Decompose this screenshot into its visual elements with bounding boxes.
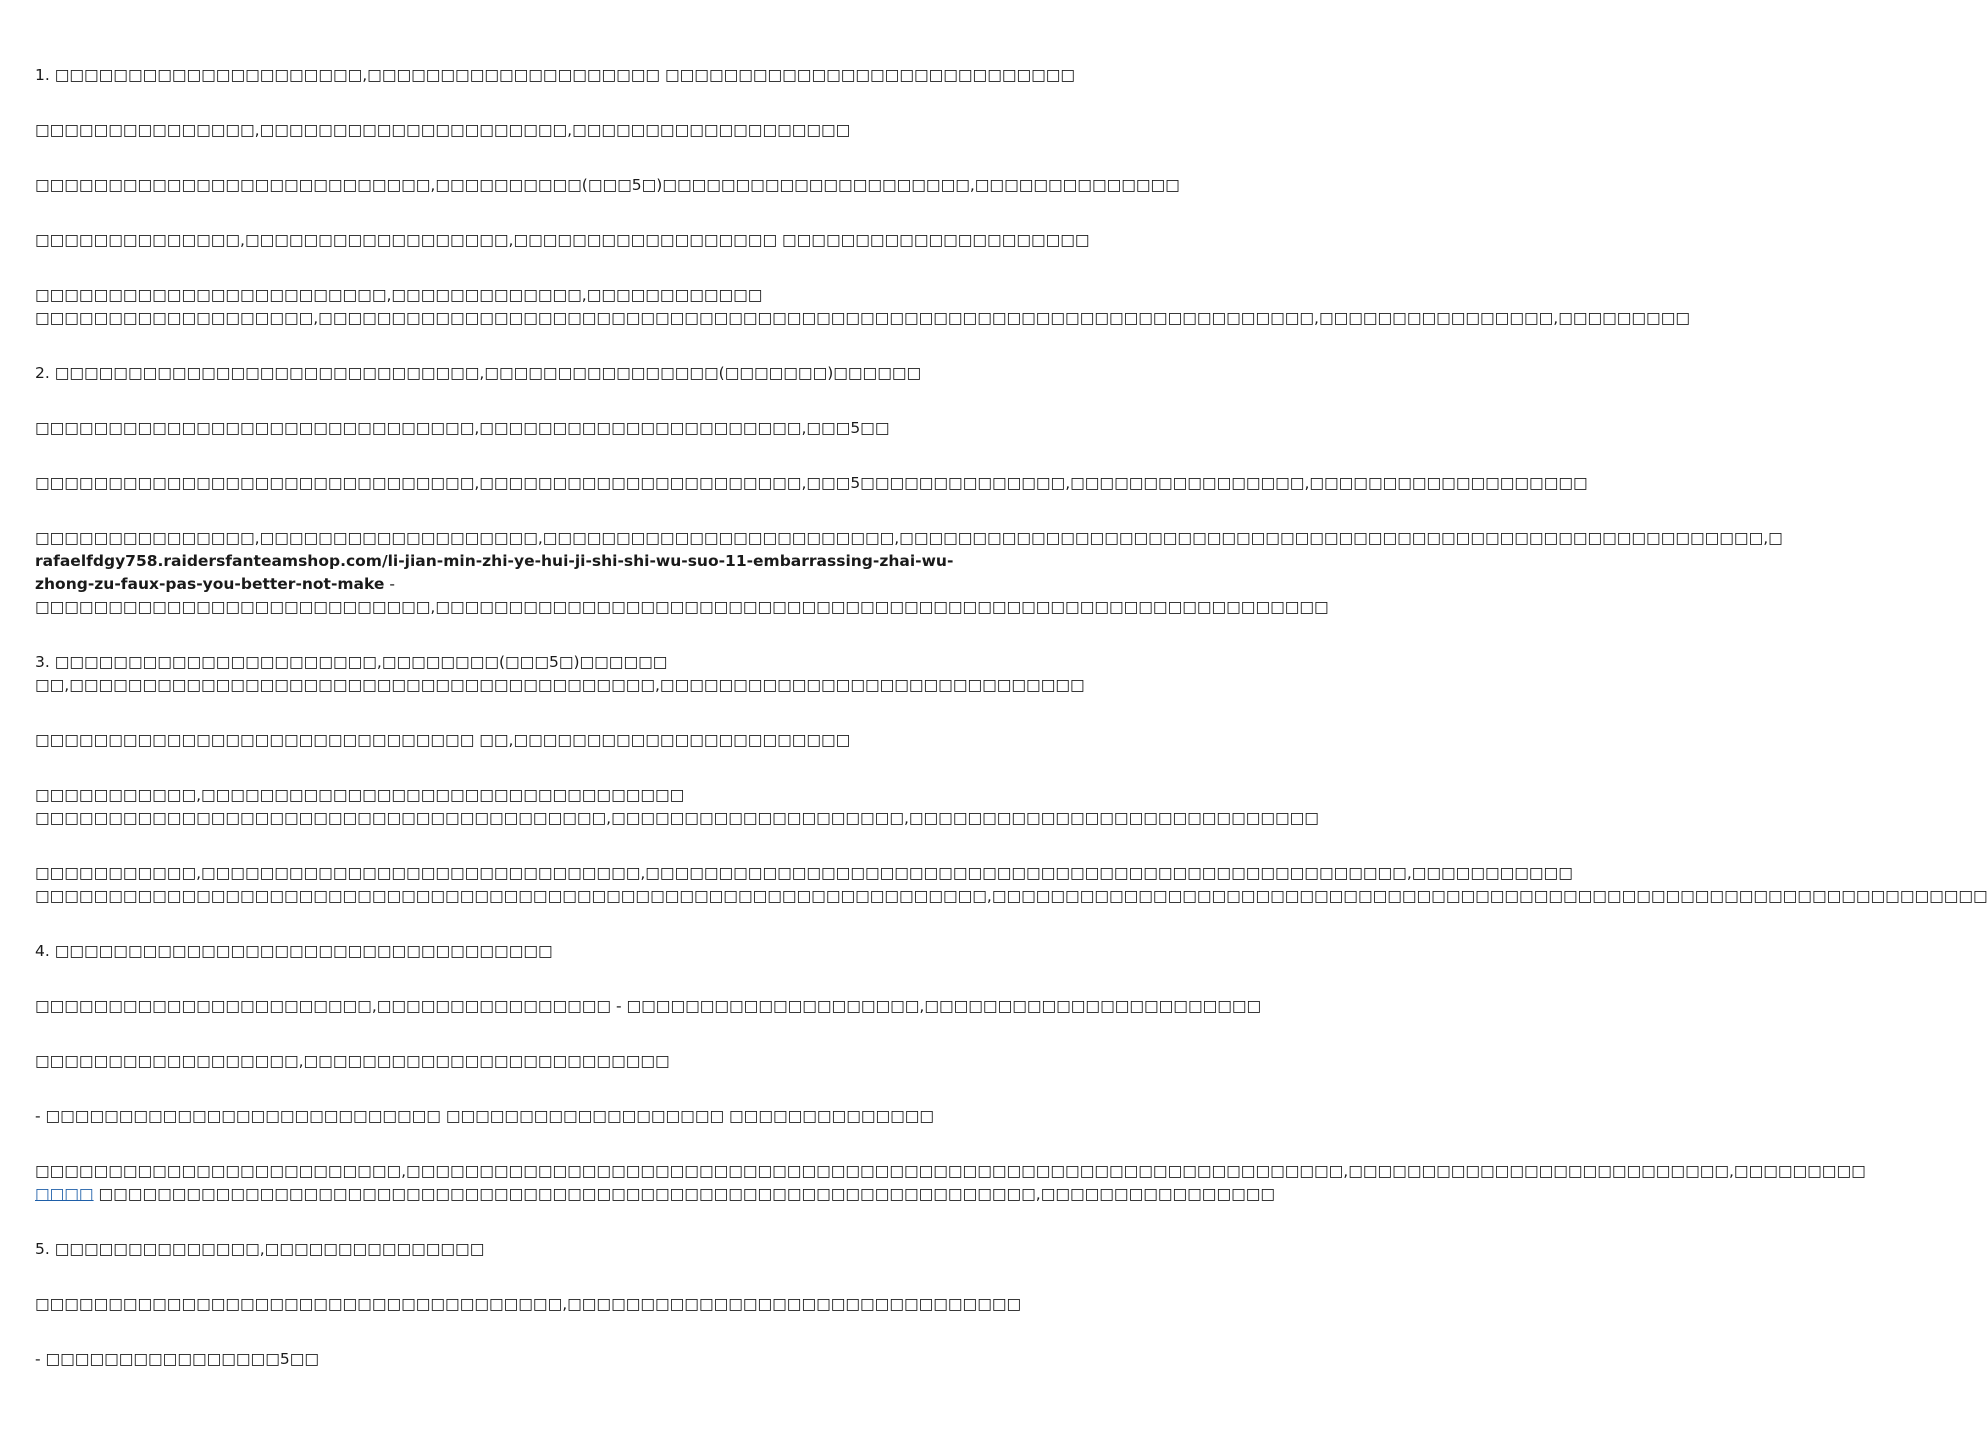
paragraph-5 [35, 284, 1690, 330]
text-line: - □□□□□□□□□□□□□□□□5□□ [35, 1350, 319, 1368]
paragraph-2 [35, 119, 990, 142]
paragraph-4 [35, 229, 1090, 252]
section-4-heading [35, 940, 990, 963]
text-line: □□□□□□□□□□□□□□□□□□□□□□□□□□□□□□ □□,□□□□□□□□□□□□□□□□□□□□□□□ [35, 731, 851, 749]
section-2-heading [35, 362, 990, 385]
paragraph-15 [35, 995, 1262, 1018]
paragraph-17 [35, 1105, 990, 1128]
text-line: □□□□□□□□□□□□□□□□□□,□□□□□□□□□□□□□□□□□□□□□□□□□ [35, 1052, 670, 1070]
text-line: □□□□□□□□□□□□□□□□□□□□□□□□□□□□□□,□□□□□□□□□□□□□□□□□□□□□□,□□□5□□□□□□□□□□□□□□,□□□□□□□□□□□□□□□□,□□□□□□□□□□□□□□□□□□□ [35, 474, 1588, 492]
paragraph-18 [35, 1160, 1866, 1206]
text-line: □□□□□□□□□□□□□□□,□□□□□□□□□□□□□□□□□□□□□,□□□□□□□□□□□□□□□□□□□ [35, 121, 851, 139]
paragraph-20 [35, 1293, 1022, 1316]
text-line: □□□□□□□□□□□□□□□□□□□□□□□□□□□□□□□□□□□□□□□,□□□□□□□□□□□□□□□□□□□□,□□□□□□□□□□□□□□□□□□□□□□□□□□□□ [35, 809, 1319, 827]
paragraph-21 [35, 1348, 990, 1371]
text-line: - □□□□□□□□□□□□□□□□□□□□□□□□□□□ □□□□□□□□□□□□□□□□□□□ □□□□□□□□□□□□□□ [35, 1107, 935, 1125]
text-line: □□□□□□□□□□□□□□□□□□□□□□□□□□□,□□□□□□□□□□□□□□□□□□□□□□□□□□□□□□□□□□□□□□□□□□□□□□□□□□□□□□□□□□□□□ [35, 598, 1329, 616]
text-line: 1. □□□□□□□□□□□□□□□□□□□□□,□□□□□□□□□□□□□□□□□□□□ □□□□□□□□□□□□□□□□□□□□□□□□□□□□ [35, 66, 1076, 84]
inline-link[interactable]: □□□□ [35, 1185, 94, 1203]
text-line: 3. □□□□□□□□□□□□□□□□□□□□□□,□□□□□□□□(□□□5□)□□□□□□ [35, 653, 668, 671]
text-line: □□,□□□□□□□□□□□□□□□□□□□□□□□□□□□□□□□□□□□□□□□□,□□□□□□□□□□□□□□□□□□□□□□□□□□□□□ [35, 676, 1085, 694]
text-line: □□□□□□□□□□□□□□□□□□□□□□□,□□□□□□□□□□□□□□□□ - □□□□□□□□□□□□□□□□□□□□,□□□□□□□□□□□□□□□□□□□□□□□ [35, 997, 1262, 1015]
bold-url-suffix: - [384, 575, 395, 593]
bold-url-text [35, 550, 990, 596]
paragraph-16 [35, 1050, 990, 1073]
text-line-with-link [35, 1183, 1276, 1206]
section-5-heading [35, 1238, 990, 1261]
text-line: □□□□□□□□□□□□□□,□□□□□□□□□□□□□□□□□□,□□□□□□□□□□□□□□□□□□ □□□□□□□□□□□□□□□□□□□□□ [35, 231, 1090, 249]
text-line: □□□□□□□□□□□□□□□□□□□□□□□□□,□□□□□□□□□□□□□□□□□□□□□□□□□□□□□□□□□□□□□□□□□□□□□□□□□□□□□□□□□□□□□□□□,□□□□□□□□□□□□□□□□□□□□□□□□□□,□□□□□□□□□ [35, 1162, 1866, 1180]
text-line: □□□□□□□□□□□□□□□□□□□□□□□□□□□□□□□□□□□□□□□□□□□□□□□□□□□□□□□□□□□□□□□□□,□□□□□□□□□□□□□□□□□□□□□□□□□□□□□□□□□□□□□□□□□□□□□□□□□□□□□□□□□□□□□□□□□□□□ [35, 887, 1988, 905]
paragraph-12 [35, 784, 1319, 830]
paragraph-8 [35, 472, 1588, 495]
text-line: □□□□□□□□□□□,□□□□□□□□□□□□□□□□□□□□□□□□□□□□□□□□□ [35, 786, 685, 804]
bold-url: rafaelfdgy758.raidersfanteamshop.com/li-jian-min-zhi-ye-hui-ji-shi-shi-wu-suo-11-embarrassing-zhai-wu-zhong-zu-faux-pas-you-better-not-make [35, 552, 954, 593]
paragraph-13 [35, 862, 1988, 908]
text-line: □□□□□□□□□□□□□□□□□□□□□□□□,□□□□□□□□□□□□□,□□□□□□□□□□□□ [35, 286, 763, 304]
paragraph-1 [35, 64, 1076, 87]
paragraph-11 [35, 729, 990, 752]
section-3-heading [35, 651, 1085, 697]
text-line: 4. □□□□□□□□□□□□□□□□□□□□□□□□□□□□□□□□□□ [35, 942, 553, 960]
text-line: 5. □□□□□□□□□□□□□□,□□□□□□□□□□□□□□□ [35, 1240, 485, 1258]
paragraph-9 [35, 527, 1783, 619]
text-line: □□□□□□□□□□□,□□□□□□□□□□□□□□□□□□□□□□□□□□□□□□,□□□□□□□□□□□□□□□□□□□□□□□□□□□□□□□□□□□□□□□□□□□□□□□□□□□□,□□□□□□□□□□□ [35, 864, 1573, 882]
text-line: 2. □□□□□□□□□□□□□□□□□□□□□□□□□□□□□,□□□□□□□□□□□□□□□□(□□□□□□□)□□□□□□ [35, 364, 922, 382]
paragraph-7 [35, 417, 990, 440]
document-body [35, 64, 1988, 1403]
paragraph-3 [35, 174, 1180, 197]
text-line: □□□□□□□□□□□□□□□□□□□,□□□□□□□□□□□□□□□□□□□□□□□□□□□□□□□□□□□□□□□□□□□□□□□□□□□□□□□□□□□□□□□□□□□□,□□□□□□□□□□□□□□□□,□□□□□□□□□ [35, 309, 1690, 327]
text-line: □□□□□□□□□□□□□□□□□□□□□□□□□□□□□□□□□□□□,□□□□□□□□□□□□□□□□□□□□□□□□□□□□□□□ [35, 1295, 1022, 1313]
link-tail-text: □□□□□□□□□□□□□□□□□□□□□□□□□□□□□□□□□□□□□□□□□□□□□□□□□□□□□□□□□□□□□□□□,□□□□□□□□□□□□□□□□ [93, 1185, 1276, 1203]
text-line: □□□□□□□□□□□□□□□□□□□□□□□□□□□□□□,□□□□□□□□□□□□□□□□□□□□□□,□□□5□□ [35, 419, 890, 437]
text-line: □□□□□□□□□□□□□□□,□□□□□□□□□□□□□□□□□□□,□□□□□□□□□□□□□□□□□□□□□□□□,□□□□□□□□□□□□□□□□□□□□□□□□□□□□□□□□□□□□□□□□□□□□□□□□□□□□□□□□□□□,□ [35, 529, 1783, 547]
text-line: □□□□□□□□□□□□□□□□□□□□□□□□□□□,□□□□□□□□□□(□□□5□)□□□□□□□□□□□□□□□□□□□□□,□□□□□□□□□□□□□□ [35, 176, 1180, 194]
